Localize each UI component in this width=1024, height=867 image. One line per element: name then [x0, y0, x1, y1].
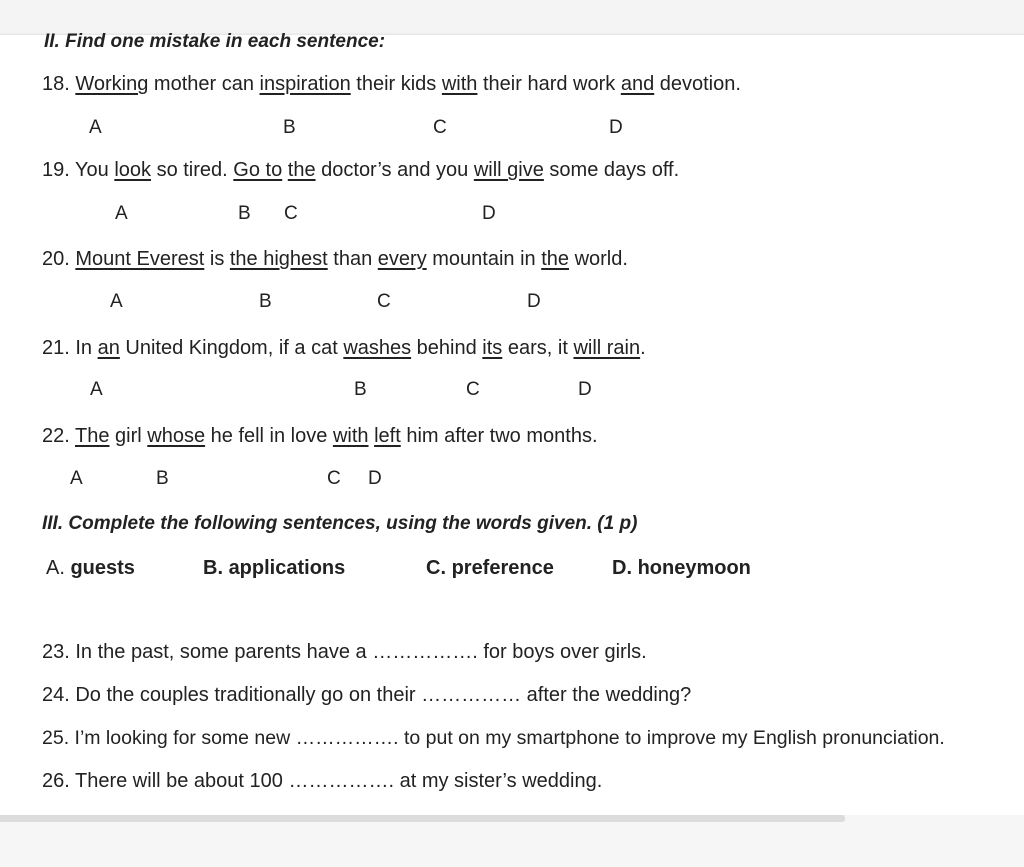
q19-text: some days off. [543, 159, 680, 181]
q18-letter-d: D [609, 117, 623, 138]
q20-option-d-text: the [541, 248, 570, 270]
question-21 [42, 336, 646, 360]
q22-text: girl [109, 425, 148, 447]
q20-letter-a: A [110, 291, 123, 312]
q20-text: world. [569, 248, 628, 270]
q19-letter-b: B [238, 203, 251, 224]
q22-option-d-text: left [374, 425, 401, 447]
q20-text: 20. [42, 248, 76, 270]
word-option-c-word: preference [451, 557, 554, 579]
q19-letter-a: A [115, 203, 128, 224]
section-3-heading: III. Complete the following sentences, using the words given. (1 p) [42, 513, 638, 534]
q21-option-a-text: an [97, 337, 120, 359]
q19-option-b-text: Go to [233, 159, 283, 181]
word-option-b-word: applications [228, 557, 346, 579]
q18-letter-c: C [433, 117, 447, 138]
q22-text: him after two months. [400, 425, 598, 447]
q20-letter-d: D [527, 291, 541, 312]
q21-letter-b: B [354, 379, 367, 400]
question-20 [42, 247, 628, 271]
q18-letter-b: B [283, 117, 296, 138]
horizontal-scrollbar[interactable] [0, 815, 845, 822]
sentence-26: 26. There will be about 100 ……………. at my sister’s wedding. [42, 770, 603, 792]
word-option-b-label: B. [203, 557, 223, 579]
q20-option-c-text: every [377, 248, 427, 270]
q21-letter-d: D [578, 379, 592, 400]
q18-number: 18. [42, 73, 76, 95]
q22-letter-b: B [156, 468, 169, 489]
q21-option-b-text: washes [343, 337, 412, 359]
q20-text: than [327, 248, 378, 270]
q19-text: 19. You [42, 159, 115, 181]
q19-option-d-text: will give [473, 159, 544, 181]
q22-text: he fell in love [205, 425, 333, 447]
q20-letter-c: C [377, 291, 391, 312]
question-19 [42, 158, 679, 182]
q21-text: United Kingdom, if a cat [119, 337, 344, 359]
word-option-c [426, 556, 554, 580]
q20-letter-b: B [259, 291, 272, 312]
sentence-23: 23. In the past, some parents have a ……………. for boys over girls. [42, 641, 647, 663]
q21-text: ears, it [502, 337, 574, 359]
q18-text: devotion. [654, 73, 741, 95]
section-2-heading: II. Find one mistake in each sentence: [44, 31, 386, 52]
q21-letter-c: C [466, 379, 480, 400]
q20-text: is [204, 248, 230, 270]
q18-option-b-text: inspiration [259, 73, 351, 95]
q18-letter-a: A [89, 117, 102, 138]
q18-text: their kids [350, 73, 442, 95]
q19-text: so tired. [151, 159, 234, 181]
q21-option-c-text: its [482, 337, 503, 359]
word-option-b [203, 556, 345, 580]
word-option-c-label: C. [426, 557, 446, 579]
q18-option-a-text: Working [75, 73, 149, 95]
q19-option-c-text: the [287, 159, 316, 181]
q21-text: 21. In [42, 337, 98, 359]
q22-letter-d: D [368, 468, 382, 489]
q19-letter-c: C [284, 203, 298, 224]
word-option-a-label: A. [46, 557, 65, 579]
q22-option-a-text: The [75, 425, 110, 447]
q21-option-d-text: will rain [573, 337, 641, 359]
q22-option-c-text: with [332, 425, 369, 447]
word-option-a-word: guests [70, 557, 135, 579]
word-option-a [46, 556, 135, 580]
q19-letter-d: D [482, 203, 496, 224]
q19-text: doctor’s and you [315, 159, 474, 181]
q20-option-b-text: the highest [229, 248, 328, 270]
q18-option-c-text: with [441, 73, 478, 95]
q18-text: their hard work [477, 73, 621, 95]
q18-option-d-text: and [620, 73, 655, 95]
q21-text: behind [411, 337, 483, 359]
word-option-d-label: D. [612, 557, 632, 579]
q21-letter-a: A [90, 379, 103, 400]
q21-text: . [640, 337, 646, 359]
q22-letter-a: A [70, 468, 83, 489]
word-option-d [612, 556, 751, 580]
q20-text: mountain in [426, 248, 542, 270]
q20-option-a-text: Mount Everest [75, 248, 205, 270]
q19-option-a-text: look [114, 159, 152, 181]
question-22 [42, 424, 598, 448]
q22-option-b-text: whose [147, 425, 206, 447]
sentence-25: 25. I’m looking for some new ……………. to put on my smartphone to improve my English pronunciation. [42, 727, 945, 749]
question-18 [42, 72, 741, 96]
q22-text: 22. [42, 425, 75, 447]
sentence-24: 24. Do the couples traditionally go on their …………… after the wedding? [42, 684, 692, 706]
word-option-d-word: honeymoon [637, 557, 751, 579]
q18-text: mother can [148, 73, 260, 95]
q22-letter-c: C [327, 468, 341, 489]
